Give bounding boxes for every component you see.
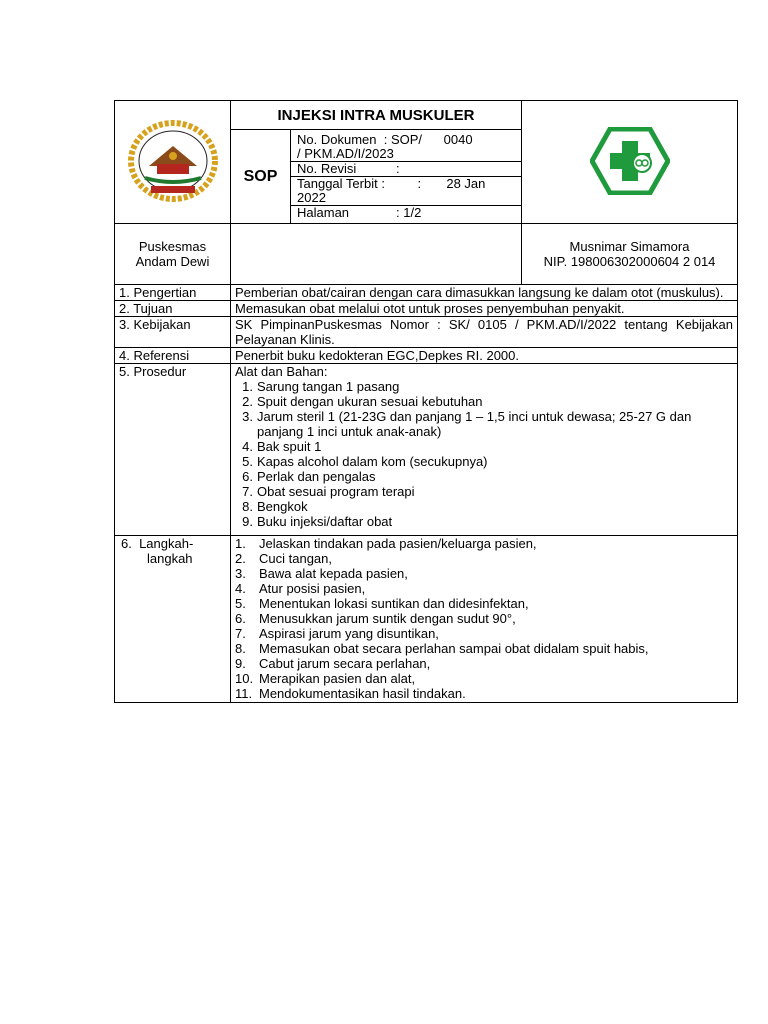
section-text-kebijakan: SK PimpinanPuskesmas Nomor : SK/ 0105 / PKM.AD/I/2022 tentang Kebijakan Pelayanan Klinis. — [231, 317, 738, 348]
list-item-number: 2. — [235, 551, 246, 566]
list-item — [235, 596, 733, 611]
list-item-text: Bak spuit 1 — [257, 439, 322, 454]
list-item-text: Menusukkan jarum suntik dengan sudut 90°, — [259, 611, 516, 626]
list-item-text: Merapikan pasien dan alat, — [259, 671, 416, 686]
list-item — [235, 581, 733, 596]
puskesmas-cross-icon — [590, 127, 670, 195]
prosedur-intro: Alat dan Bahan: — [235, 364, 328, 379]
list-item-text: Bawa alat kepada pasien, — [259, 566, 408, 581]
sop-label: SOP — [231, 130, 291, 224]
list-item-number: 6. — [235, 611, 246, 626]
list-item-number: 11. — [235, 686, 253, 701]
list-item-text: Cuci tangan, — [259, 551, 332, 566]
section-text-langkah — [231, 536, 738, 703]
list-item — [235, 484, 733, 499]
list-item-number: 8. — [242, 499, 253, 514]
signer-block — [522, 224, 738, 285]
section-text-tujuan: Memasukan obat melalui otot untuk proses penyembuhan penyakit. — [231, 301, 738, 317]
list-item — [235, 394, 733, 409]
list-item — [235, 566, 733, 581]
document-meta — [291, 130, 522, 224]
list-item-number: 5. — [242, 454, 253, 469]
list-item-text: Buku injeksi/daftar obat — [257, 514, 393, 529]
list-item-number: 9. — [242, 514, 253, 529]
list-item — [235, 469, 733, 484]
list-item-number: 4. — [235, 581, 246, 596]
list-item-text: Aspirasi jarum yang disuntikan, — [259, 626, 439, 641]
list-item-text: Spuit dengan ukuran sesuai kebutuhan — [257, 394, 483, 409]
list-item-number: 4. — [242, 439, 253, 454]
list-item — [235, 499, 733, 514]
list-item-text: Obat sesuai program terapi — [257, 484, 415, 499]
list-item-number: 7. — [235, 626, 246, 641]
section-label-pengertian: 1. Pengertian — [115, 285, 231, 301]
list-item — [235, 409, 733, 439]
section-text-referensi: Penerbit buku kedokteran EGC,Depkes RI. 2000. — [231, 348, 738, 364]
list-item-text: Cabut jarum secara perlahan, — [259, 656, 431, 671]
section-label-prosedur: 5. Prosedur — [115, 364, 231, 536]
sop-document — [114, 100, 737, 703]
list-item — [235, 656, 733, 671]
signer-name: Musnimar Simamora — [569, 239, 690, 254]
list-item-text: Sarung tangan 1 pasang — [257, 379, 400, 394]
section-text-pengertian: Pemberian obat/cairan dengan cara dimasukkan langsung ke dalam otot (muskulus). — [231, 285, 738, 301]
list-item-text: Jarum steril 1 (21-23G dan panjang 1 – 1,5 inci untuk dewasa; 25-27 G dan panjang 1 inci untuk anak-anak) — [257, 409, 692, 439]
list-item — [235, 439, 733, 454]
list-item-number: 3. — [235, 566, 246, 581]
list-item — [235, 641, 733, 656]
issued-date-row: Tanggal Terbit : : 28 Jan 2022 — [291, 177, 521, 206]
document-title: INJEKSI INTRA MUSKULER — [231, 101, 522, 130]
page-row: Halaman : 1/2 — [291, 206, 521, 221]
prosedur-list — [235, 379, 733, 529]
list-item-number: 5. — [235, 596, 246, 611]
list-item-number: 1. — [242, 379, 253, 394]
list-item — [235, 671, 733, 686]
list-item — [235, 536, 733, 551]
langkah-list — [235, 536, 733, 701]
health-logo-cell — [522, 101, 738, 224]
list-item — [235, 686, 733, 701]
section-label-langkah: 6. Langkah- langkah — [115, 536, 231, 703]
list-item-number: 6. — [242, 469, 253, 484]
list-item-text: Bengkok — [257, 499, 308, 514]
list-item-text: Atur posisi pasien, — [259, 581, 366, 596]
section-text-prosedur — [231, 364, 738, 536]
list-item-text: Kapas alcohol dalam kom (secukupnya) — [257, 454, 488, 469]
section-label-kebijakan: 3. Kebijakan — [115, 317, 231, 348]
list-item-text: Perlak dan pengalas — [257, 469, 376, 484]
signature-space — [231, 224, 522, 285]
list-item-text: Menentukan lokasi suntikan dan didesinfektan, — [259, 596, 529, 611]
section-label-tujuan: 2. Tujuan — [115, 301, 231, 317]
signer-nip: NIP. 198006302000604 2 014 — [543, 254, 716, 269]
list-item-number: 8. — [235, 641, 246, 656]
sop-table — [114, 100, 738, 703]
list-item — [235, 514, 733, 529]
list-item-text: Memasukan obat secara perlahan sampai obat didalam spuit habis, — [259, 641, 649, 656]
list-item — [235, 611, 733, 626]
list-item-number: 10. — [235, 671, 254, 686]
list-item-number: 3. — [242, 409, 253, 424]
regional-logo-cell — [115, 101, 231, 224]
list-item — [235, 551, 733, 566]
list-item-number: 9. — [235, 656, 246, 671]
list-item-number: 7. — [242, 484, 253, 499]
list-item-text: Mendokumentasikan hasil tindakan. — [259, 686, 466, 701]
org-name: Puskesmas Andam Dewi — [115, 224, 231, 285]
list-item — [235, 626, 733, 641]
list-item-number: 1. — [235, 536, 246, 551]
list-item-text: Jelaskan tindakan pada pasien/keluarga pasien, — [259, 536, 537, 551]
list-item — [235, 454, 733, 469]
regional-crest-icon — [127, 120, 219, 202]
doc-number-row: No. Dokumen : SOP/ 0040 / PKM.AD/I/2023 — [291, 133, 521, 162]
section-label-referensi: 4. Referensi — [115, 348, 231, 364]
list-item — [235, 379, 733, 394]
revision-row: No. Revisi : — [291, 162, 521, 177]
list-item-number: 2. — [242, 394, 253, 409]
